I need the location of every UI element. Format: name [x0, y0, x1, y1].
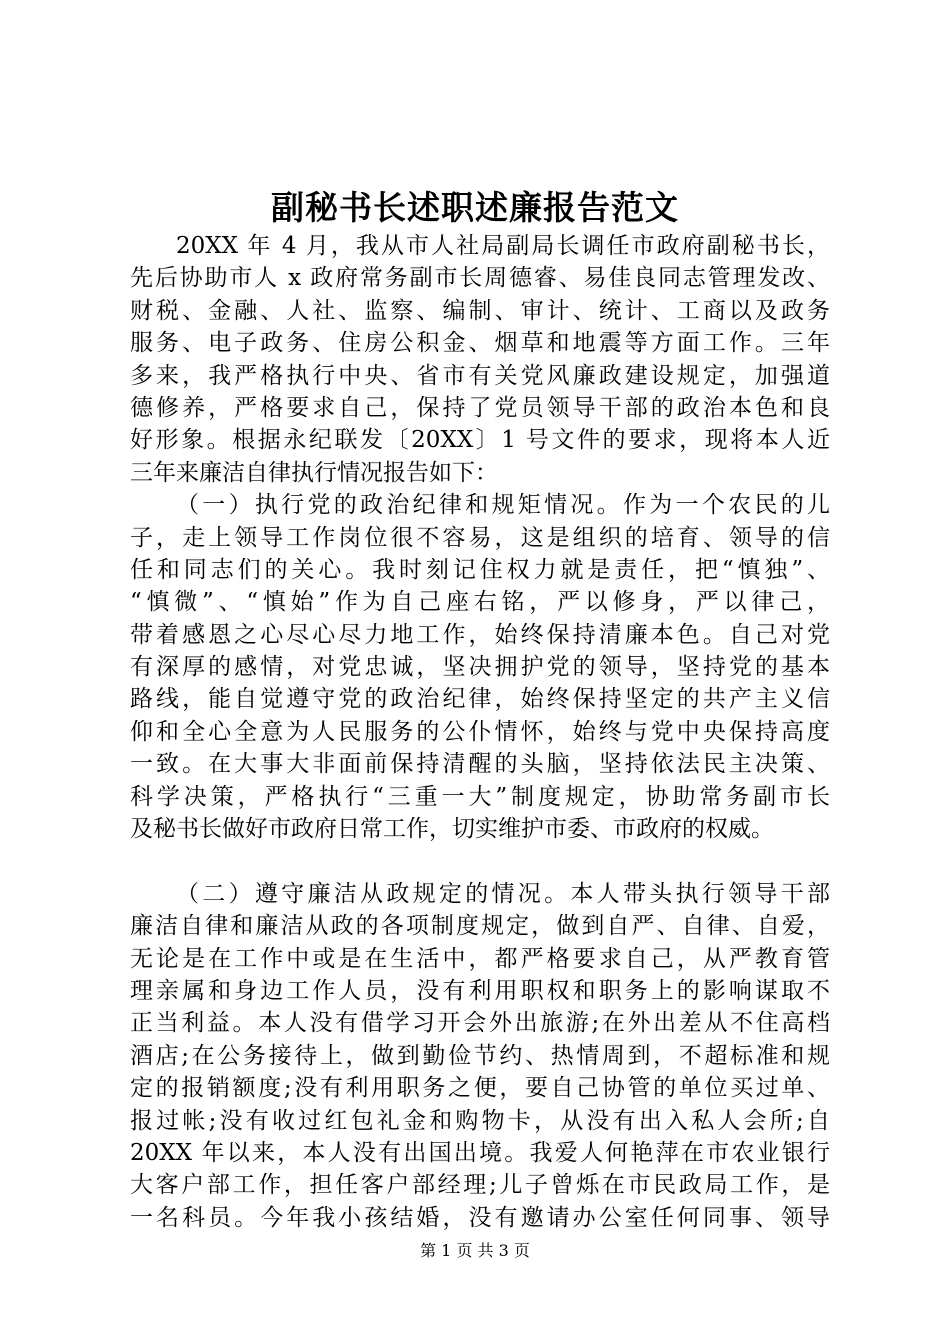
text-line: 20XX 年 4 月，我从市人社局副局长调任市政府副秘书长， [176, 233, 830, 259]
text-line: 廉洁自律和廉洁从政的各项制度规定，做到自严、自律、自爱， [130, 913, 830, 940]
document-title: 副秘书长述职述廉报告范文 [271, 188, 679, 227]
text-line: 理亲属和身边工作人员，没有利用职权和职务上的影响谋取不 [130, 977, 830, 1004]
text-line: 先后协助市人 x 政府常务副市长周德睿、易佳良同志管理发改、 [130, 265, 830, 292]
text-line: 酒店;在公务接待上，做到勤俭节约、热情周到，不超标准和规 [130, 1042, 830, 1069]
document-body [130, 230, 830, 1234]
text-line: 一致。在大事大非面前保持清醒的头脑，坚持依法民主决策、 [130, 751, 830, 778]
text-line: 20XX 年以来，本人没有出国出境。我爱人何艳萍在市农业银行 [130, 1139, 830, 1166]
text-line: 服务、电子政务、住房公积金、烟草和地震等方面工作。三年 [130, 330, 830, 357]
text-line: 正当利益。本人没有借学习开会外出旅游;在外出差从不住高档 [130, 1010, 830, 1037]
text-line: 科学决策，严格执行“三重一大”制度规定，协助常务副市长 [130, 783, 830, 810]
text-line: 定的报销额度;没有利用职务之便，要自己协管的单位买过单、 [130, 1075, 830, 1102]
text-line: 有深厚的感情，对党忠诚，坚决拥护党的领导，坚持党的基本 [130, 654, 830, 681]
text-line: 财税、金融、人社、监察、编制、审计、统计、工商以及政务 [130, 297, 830, 324]
text-line: 带着感恩之心尽心尽力地工作，始终保持清廉本色。自己对党 [130, 621, 830, 648]
text-line: 及秘书长做好市政府日常工作，切实维护市委、市政府的权威。 [130, 816, 774, 843]
text-line: 三年来廉洁自律执行情况报告如下： [130, 459, 498, 486]
text-line: 好形象。根据永纪联发〔20XX〕1 号文件的要求，现将本人近 [130, 427, 830, 454]
text-line: “慎微”、“慎始”作为自己座右铭，严以修身，严以律己， [130, 589, 830, 616]
text-line: （二）遵守廉洁从政规定的情况。本人带头执行领导干部 [176, 880, 830, 907]
paragraph-3 [130, 878, 830, 1234]
text-line: 一名科员。今年我小孩结婚，没有邀请办公室任何同事、领导 [130, 1204, 830, 1231]
text-line: 子，走上领导工作岗位很不容易，这是组织的培育、领导的信 [130, 524, 830, 551]
text-line: 报过帐;没有收过红包礼金和购物卡，从没有出入私人会所;自 [130, 1107, 830, 1134]
paragraph-2 [130, 489, 830, 845]
text-line: 无论是在工作中或是在生活中，都严格要求自己，从严教育管 [130, 945, 830, 972]
text-line: 仰和全心全意为人民服务的公仆情怀，始终与党中央保持高度 [130, 718, 830, 745]
text-line: 大客户部工作，担任客户部经理;儿子曾烁在市民政局工作，是 [130, 1172, 830, 1199]
paragraph-1 [130, 230, 830, 489]
text-line: （一）执行党的政治纪律和规矩情况。作为一个农民的儿 [176, 492, 830, 519]
text-line: 任和同志们的关心。我时刻记住权力就是责任，把“慎独”、 [130, 556, 830, 583]
text-line: 多来，我严格执行中央、省市有关党风廉政建设规定，加强道 [130, 362, 830, 389]
text-line: 路线，能自觉遵守党的政治纪律，始终保持坚定的共产主义信 [130, 686, 830, 713]
paragraph-gap [130, 845, 830, 877]
page-footer: 第 1 页 共 3 页 [420, 1241, 530, 1260]
text-line: 德修养，严格要求自己，保持了党员领导干部的政治本色和良 [130, 394, 830, 421]
